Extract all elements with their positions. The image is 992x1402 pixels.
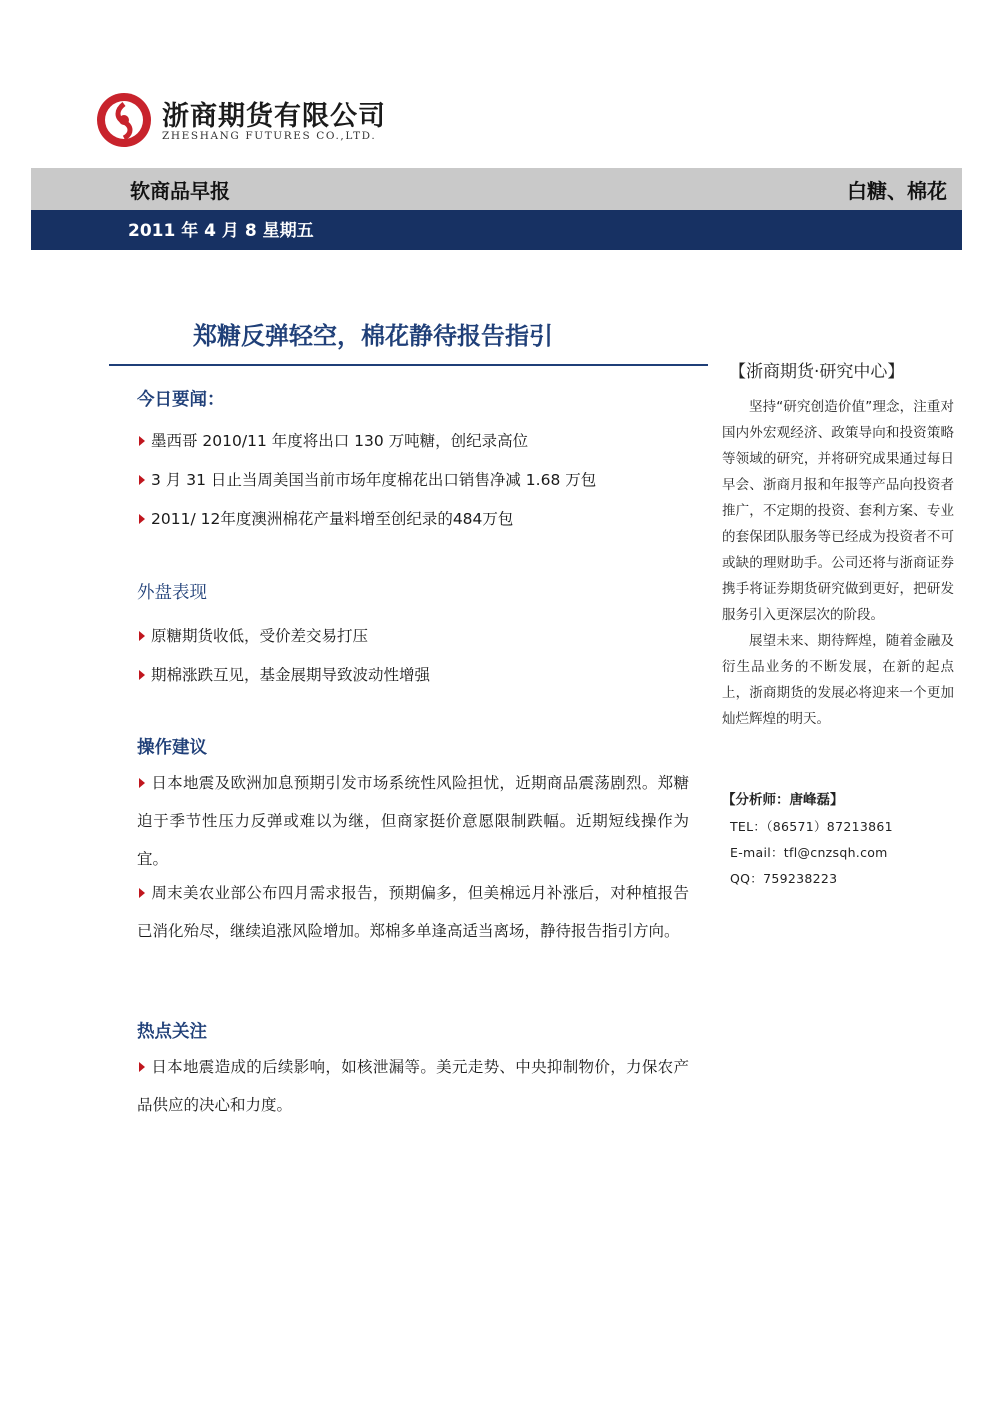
analyst-qq: QQ：759238223 xyxy=(730,871,838,886)
company-name-cn: 浙商期货有限公司 xyxy=(162,101,386,132)
external-item: 原糖期货收低，受价差交易打压 xyxy=(137,617,689,655)
section-title-news: 今日要闻： xyxy=(137,390,225,410)
bullet-arrow-icon xyxy=(139,778,145,788)
bullet-arrow-icon xyxy=(139,888,145,898)
news-item: 2011/ 12年度澳洲棉花产量料增至创纪录的484万包 xyxy=(137,500,689,538)
report-topic: 白糖、棉花 xyxy=(847,179,947,203)
advice-paragraph: 周末美农业部公布四月需求报告，预期偏多，但美棉远月补涨后，对种植报告已消化殆尽，继续追涨风险增加。郑棉多单逢高适当离场，静待报告指引方向。 xyxy=(137,884,689,940)
company-name-en: ZHESHANG FUTURES CO.,LTD. xyxy=(162,130,377,142)
advice-paragraph: 日本地震及欧洲加息预期引发市场系统性风险担忧，近期商品震荡剧烈。郑糖迫于季节性压力反弹或难以为继，但商家挺价意愿限制跌幅。近期短线操作为宜。 xyxy=(137,774,689,868)
section-title-external: 外盘表现 xyxy=(137,583,207,603)
analyst-email: E-mail：tfl@cnzsqh.com xyxy=(730,845,888,860)
external-item: 期棉涨跌互见，基金展期导致波动性增强 xyxy=(137,656,689,694)
analyst-name: 【分析师：唐峰磊】 xyxy=(722,792,844,808)
research-center-description xyxy=(722,394,954,732)
bullet-arrow-icon xyxy=(139,670,145,680)
news-item: 墨西哥 2010/11 年度将出口 130 万吨糖，创纪录高位 xyxy=(137,422,689,460)
section-title-focus: 热点关注 xyxy=(137,1022,207,1042)
bullet-arrow-icon xyxy=(139,631,145,641)
news-item: 3 月 31 日止当周美国当前市场年度棉花出口销售净减 1.68 万包 xyxy=(137,461,689,499)
bullet-arrow-icon xyxy=(139,514,145,524)
bullet-arrow-icon xyxy=(139,475,145,485)
section-title-advice: 操作建议 xyxy=(137,738,207,758)
zheshang-logo-icon xyxy=(96,92,152,148)
bullet-arrow-icon xyxy=(139,1062,145,1072)
description-paragraph: 展望未来、期待辉煌，随着金融及衍生品业务的不断发展，在新的起点上，浙商期货的发展必将迎来一个更加灿烂辉煌的明天。 xyxy=(722,633,954,727)
report-type: 软商品早报 xyxy=(130,179,230,203)
headline-divider xyxy=(109,364,708,366)
analyst-phone: TEL：（86571）87213861 xyxy=(730,819,893,834)
bullet-arrow-icon xyxy=(139,436,145,446)
focus-paragraph: 日本地震造成的后续影响，如核泄漏等。美元走势、中央抑制物价，力保农产品供应的决心和力度。 xyxy=(137,1058,689,1114)
headline: 郑糖反弹轻空，棉花静待报告指引 xyxy=(193,322,553,350)
description-paragraph: 坚持“研究创造价值”理念，注重对国内外宏观经济、政策导向和投资策略等领域的研究，并将研究成果通过每日早会、浙商月报和年报等产品向投资者推广，不定期的投资、套利方案、专业的套保团队服务等已经成为投资者不可或缺的理财助手。公司还将与浙商证券携手将证券期货研究做到更好，把研发服务引入更深层次的阶段。 xyxy=(722,399,954,623)
research-center-title: 【浙商期货·研究中心】 xyxy=(729,362,905,382)
report-date: 2011 年 4 月 8 星期五 xyxy=(128,221,314,241)
